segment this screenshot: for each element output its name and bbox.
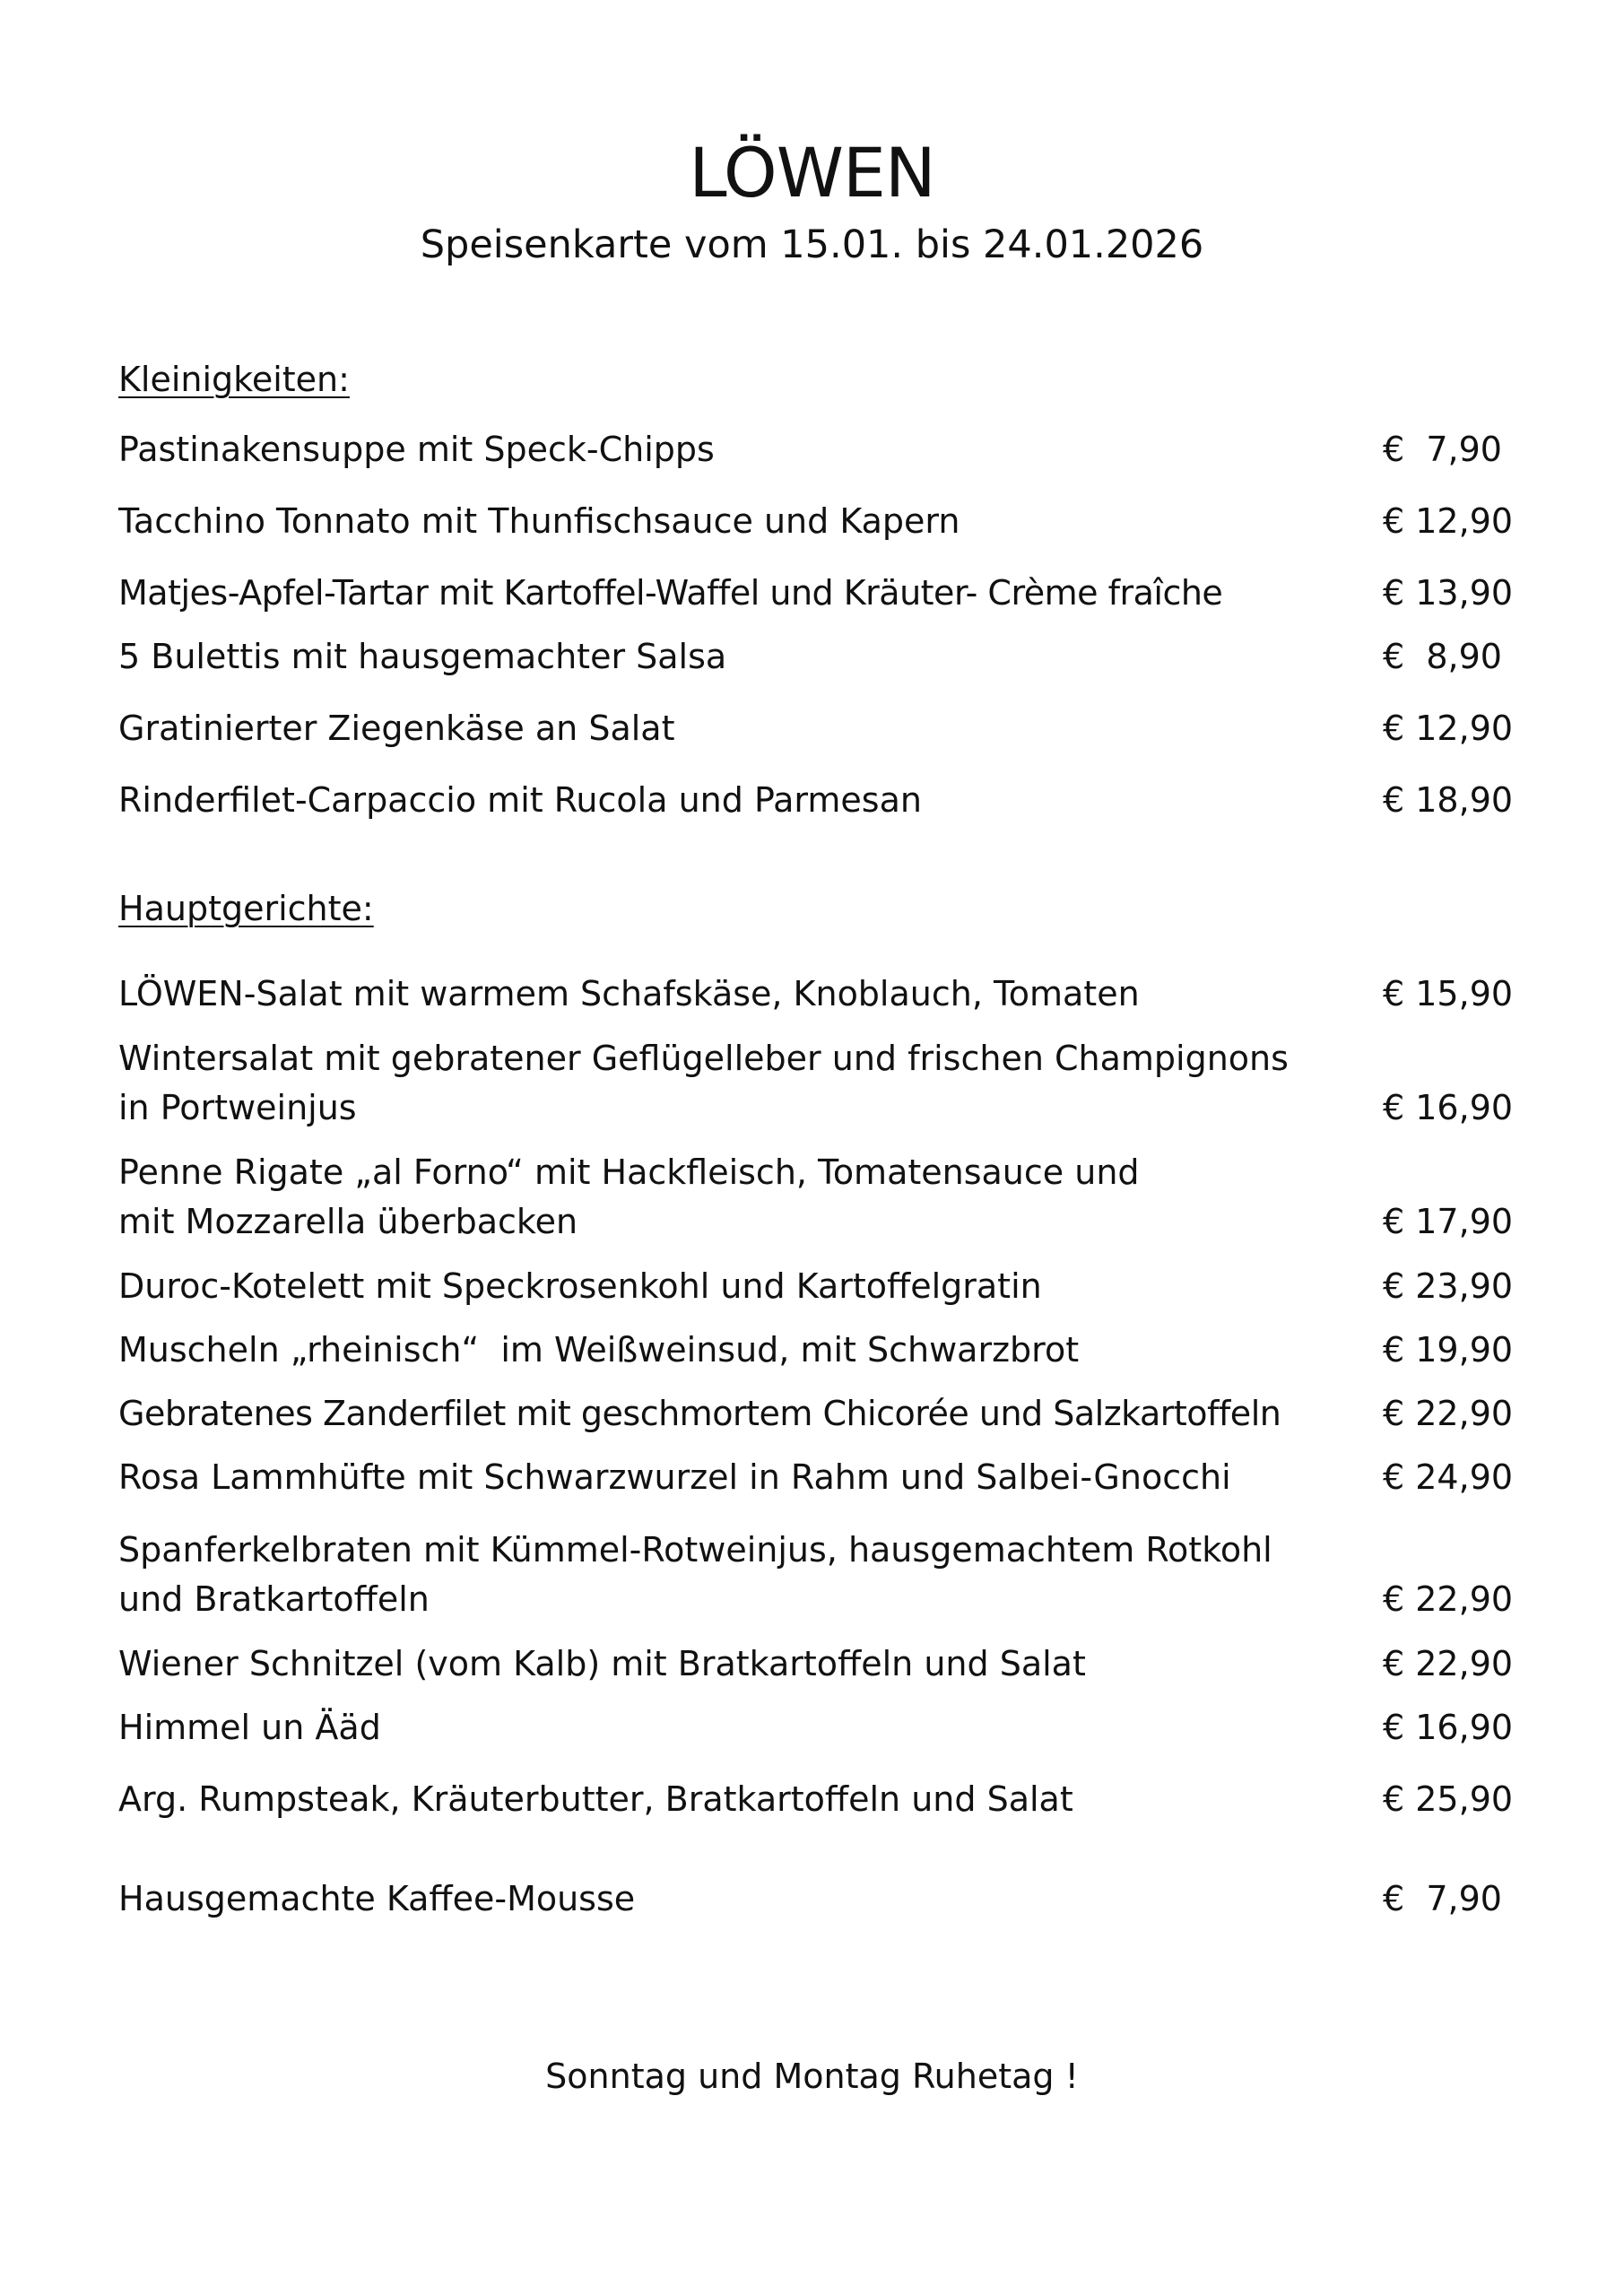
dish-name: Spanferkelbraten mit Kümmel-Rotweinjus, hausgemachtem Rotkohl und Bratkartoffeln — [118, 1530, 1272, 1619]
dish-price: € 16,90 — [1383, 1708, 1514, 1747]
dish-price: € 25,90 — [1383, 1779, 1514, 1819]
dish-name: Matjes-Apfel-Tartar mit Kartoffel-Waffel und Kräuter- Crème fraîche — [118, 573, 1223, 613]
dish-price: € 22,90 — [1383, 1644, 1514, 1683]
dish-name: 5 Bulettis mit hausgemachter Salsa — [118, 637, 727, 676]
dish-price: € 22,90 — [1383, 1579, 1514, 1619]
dish-name: Duroc-Kotelett mit Speckrosenkohl und Kartoffelgratin — [118, 1266, 1042, 1306]
dish-name: Arg. Rumpsteak, Kräuterbutter, Bratkartoffeln und Salat — [118, 1779, 1073, 1819]
dish-price: € 17,90 — [1383, 1202, 1514, 1241]
dish-price: € 18,90 — [1383, 780, 1514, 820]
dish-name: LÖWEN-Salat mit warmem Schafskäse, Knoblauch, Tomaten — [118, 974, 1140, 1013]
page-title: LÖWEN — [689, 133, 935, 213]
dish-price: € 12,90 — [1383, 501, 1514, 541]
dish-price: € 23,90 — [1383, 1266, 1514, 1306]
dish-name: Tacchino Tonnato mit Thunfischsauce und Kapern — [118, 501, 960, 541]
dish-price: € 15,90 — [1383, 974, 1514, 1013]
dish-price: € 13,90 — [1383, 573, 1514, 613]
dish-name: Gebratenes Zanderfilet mit geschmortem Chicorée und Salzkartoffeln — [118, 1394, 1281, 1433]
dish-name: Wintersalat mit gebratener Geflügelleber und frischen Champignons in Portweinjus — [118, 1039, 1289, 1127]
section-heading-kleinigkeiten: Kleinigkeiten: — [118, 360, 350, 399]
dish-price: € 16,90 — [1383, 1088, 1514, 1127]
dish-price: € 7,90 — [1383, 430, 1502, 469]
dish-price: € 19,90 — [1383, 1330, 1514, 1370]
section-heading-hauptgerichte: Hauptgerichte: — [118, 889, 374, 928]
dish-price: € 22,90 — [1383, 1394, 1514, 1433]
closing-days-note: Sonntag und Montag Ruhetag ! — [545, 2057, 1079, 2096]
dish-name: Penne Rigate „al Forno“ mit Hackfleisch, Tomatensauce und mit Mozzarella überbacken — [118, 1152, 1140, 1241]
dish-price: € 8,90 — [1383, 637, 1502, 676]
page-subtitle: Speisenkarte vom 15.01. bis 24.01.2026 — [420, 222, 1204, 267]
dish-name: Hausgemachte Kaffee-Mousse — [118, 1879, 636, 1918]
dish-price: € 7,90 — [1383, 1879, 1502, 1918]
dish-price: € 12,90 — [1383, 709, 1514, 748]
dish-name: Pastinakensuppe mit Speck-Chipps — [118, 430, 715, 469]
dish-name: Himmel un Ääd — [118, 1708, 381, 1747]
dish-name: Rosa Lammhüfte mit Schwarzwurzel in Rahm und Salbei-Gnocchi — [118, 1457, 1231, 1497]
dish-name: Gratinierter Ziegenkäse an Salat — [118, 709, 675, 748]
dish-price: € 24,90 — [1383, 1457, 1514, 1497]
dish-name: Wiener Schnitzel (vom Kalb) mit Bratkartoffeln und Salat — [118, 1644, 1086, 1683]
dish-name: Rinderfilet-Carpaccio mit Rucola und Parmesan — [118, 780, 922, 820]
dish-name: Muscheln „rheinisch“ im Weißweinsud, mit Schwarzbrot — [118, 1330, 1080, 1370]
